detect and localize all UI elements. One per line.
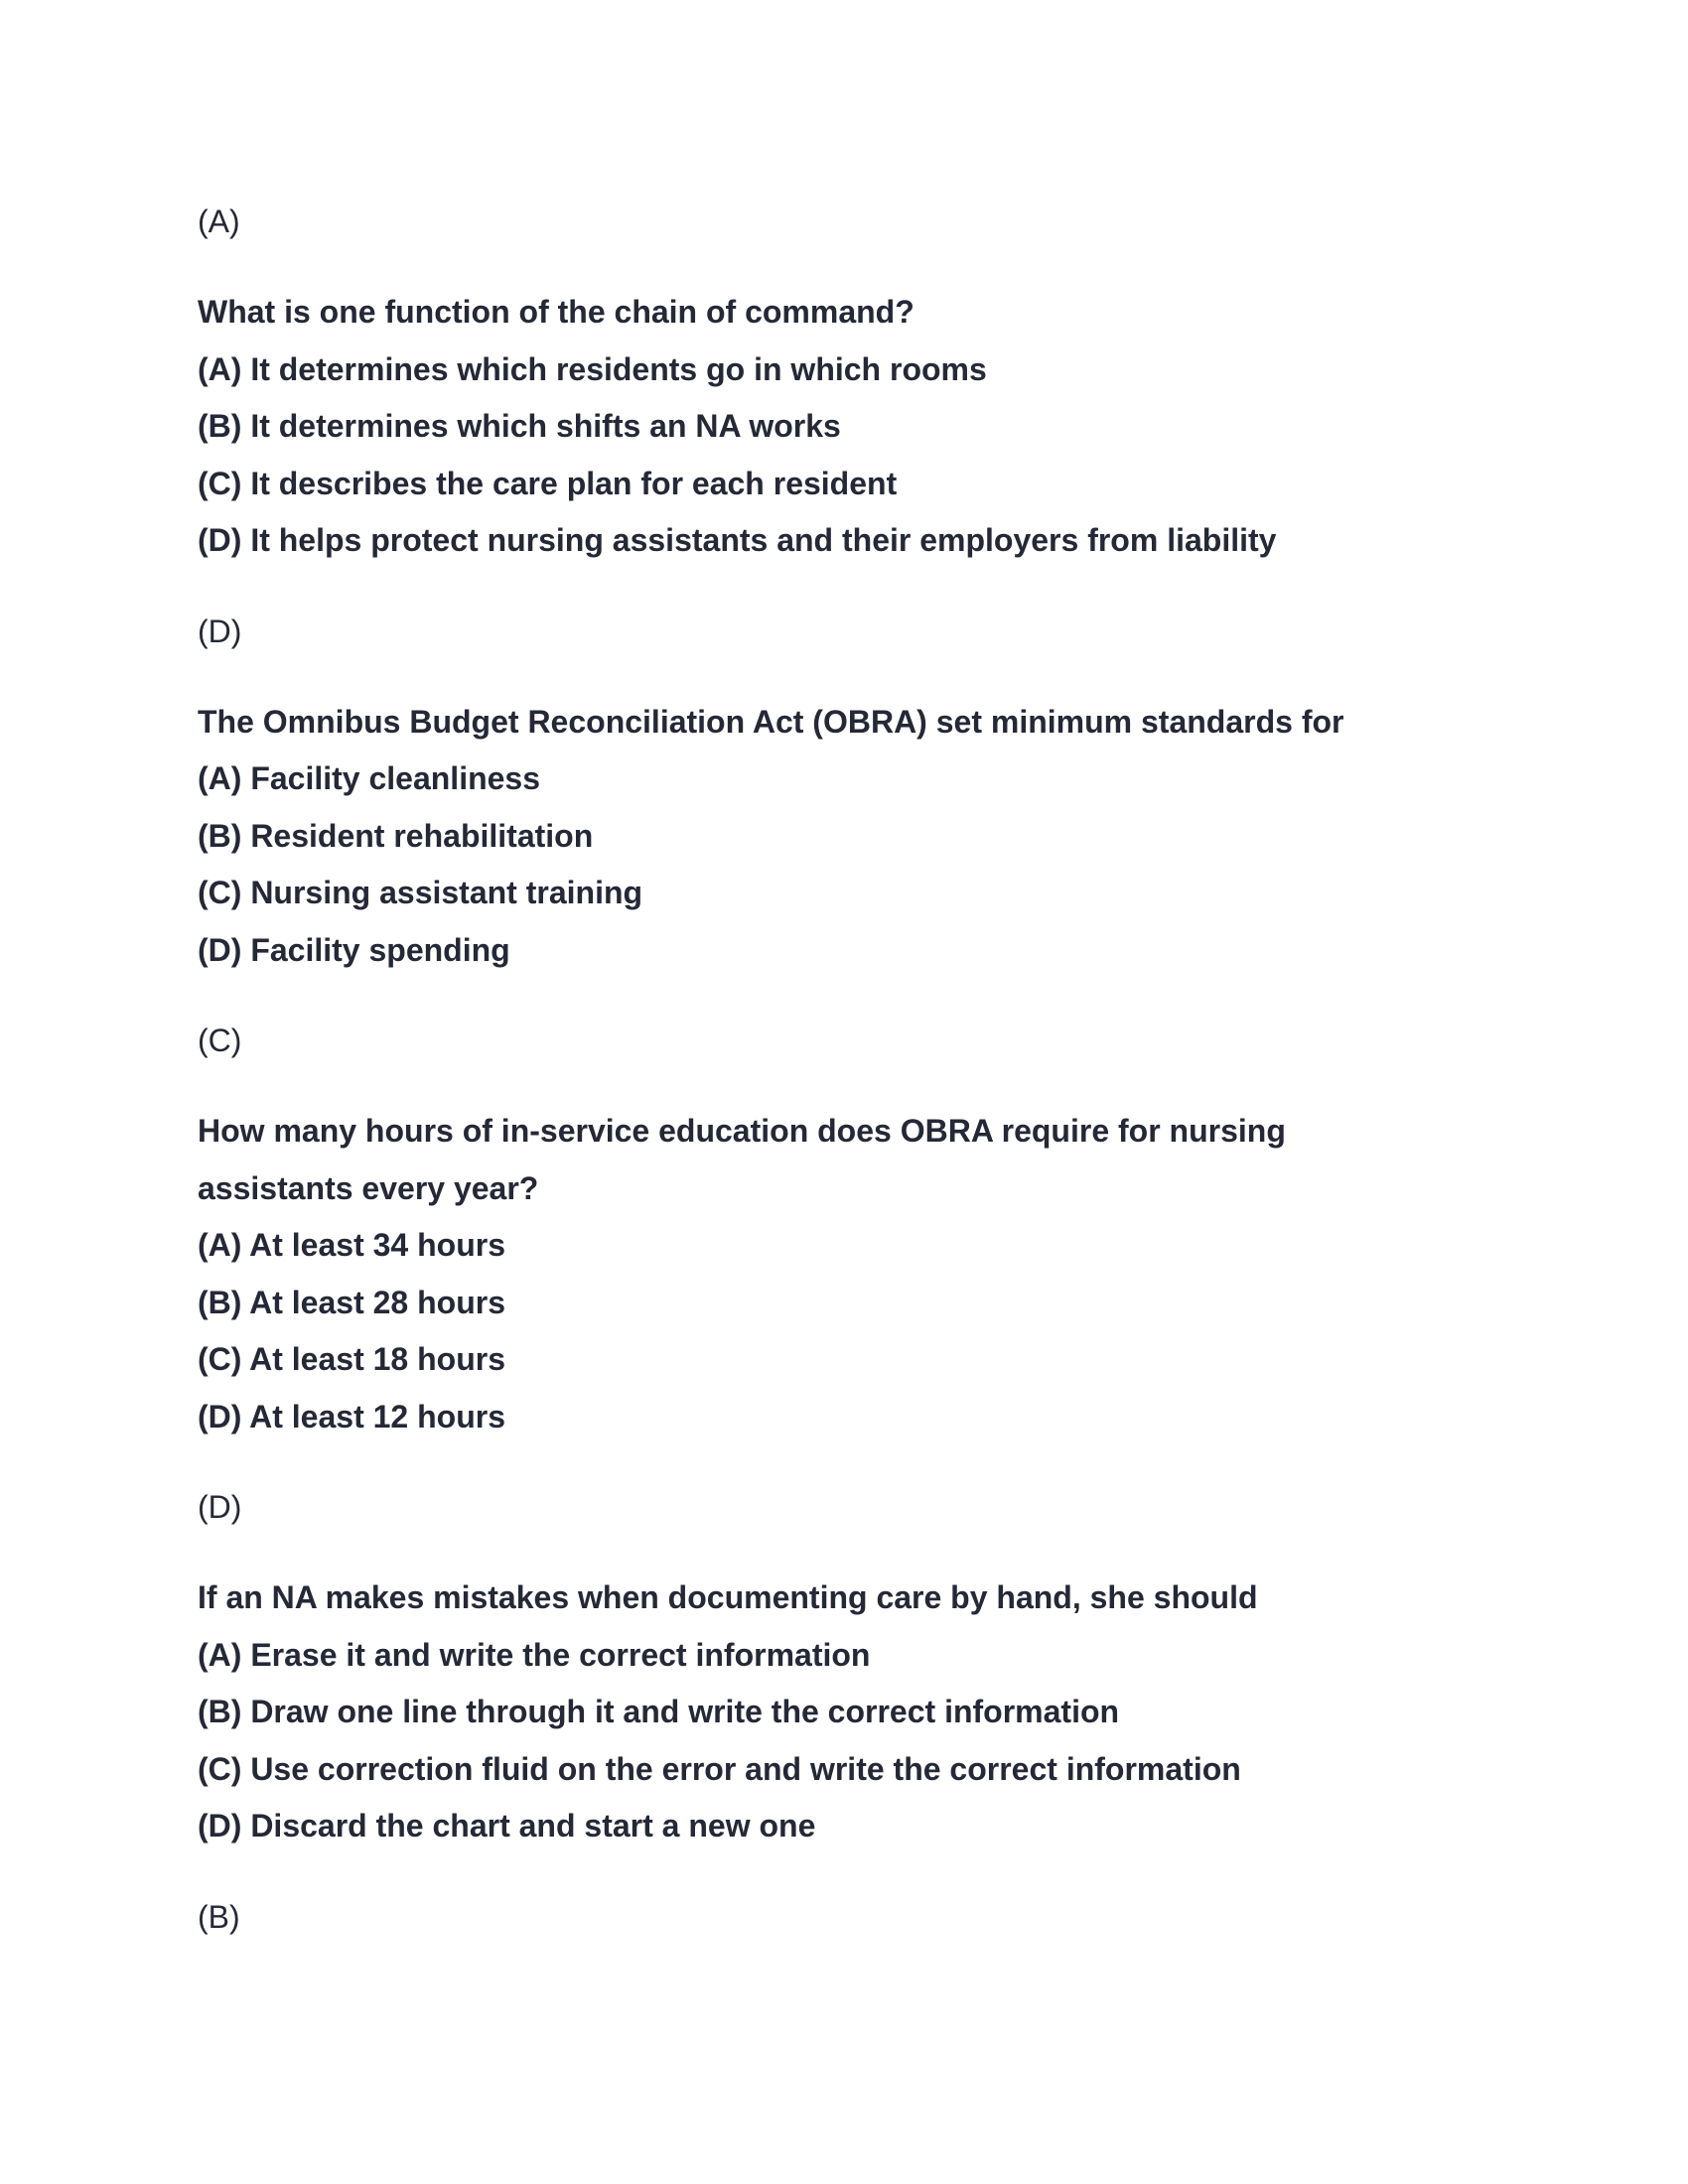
question-text: If an NA makes mistakes when documenting care by hand, she should xyxy=(198,1579,1258,1615)
document-page xyxy=(198,194,1488,1946)
question-text: The Omnibus Budget Reconciliation Act (OBRA) set minimum standards for xyxy=(198,703,1344,740)
answer-key: (C) xyxy=(198,1023,242,1058)
question-text: What is one function of the chain of command? xyxy=(198,294,914,330)
option-d: (D) At least 12 hours xyxy=(198,1398,505,1434)
answer-key: (B) xyxy=(198,1898,240,1935)
option-c: (C) Use correction fluid on the error and write the correct information xyxy=(198,1750,1241,1787)
question-block xyxy=(198,284,1488,570)
answer-key: (D) xyxy=(198,613,242,649)
option-c: (C) It describes the care plan for each resident xyxy=(198,465,898,501)
question-block xyxy=(198,694,1488,980)
option-a: (A) At least 34 hours xyxy=(198,1227,505,1263)
option-b: (B) Draw one line through it and write the correct information xyxy=(198,1694,1120,1729)
option-b: (B) It determines which shifts an NA works xyxy=(198,408,841,444)
option-a: (A) Facility cleanliness xyxy=(198,760,541,796)
option-d: (D) Facility spending xyxy=(198,931,510,968)
question-text: How many hours of in-service education does OBRA require for nursing assistants every year? xyxy=(198,1113,1286,1206)
option-b: (B) At least 28 hours xyxy=(198,1284,505,1320)
option-a: (A) It determines which residents go in which rooms xyxy=(198,350,987,387)
answer-key: (A) xyxy=(198,204,240,239)
option-d: (D) Discard the chart and start a new one xyxy=(198,1808,816,1843)
option-a: (A) Erase it and write the correct information xyxy=(198,1636,871,1673)
answer-key: (D) xyxy=(198,1489,242,1525)
option-b: (B) Resident rehabilitation xyxy=(198,817,594,854)
option-d: (D) It helps protect nursing assistants and their employers from liability xyxy=(198,522,1277,558)
option-c: (C) At least 18 hours xyxy=(198,1341,505,1377)
option-c: (C) Nursing assistant training xyxy=(198,875,643,910)
question-block xyxy=(198,1103,1488,1445)
question-block xyxy=(198,1570,1488,1855)
